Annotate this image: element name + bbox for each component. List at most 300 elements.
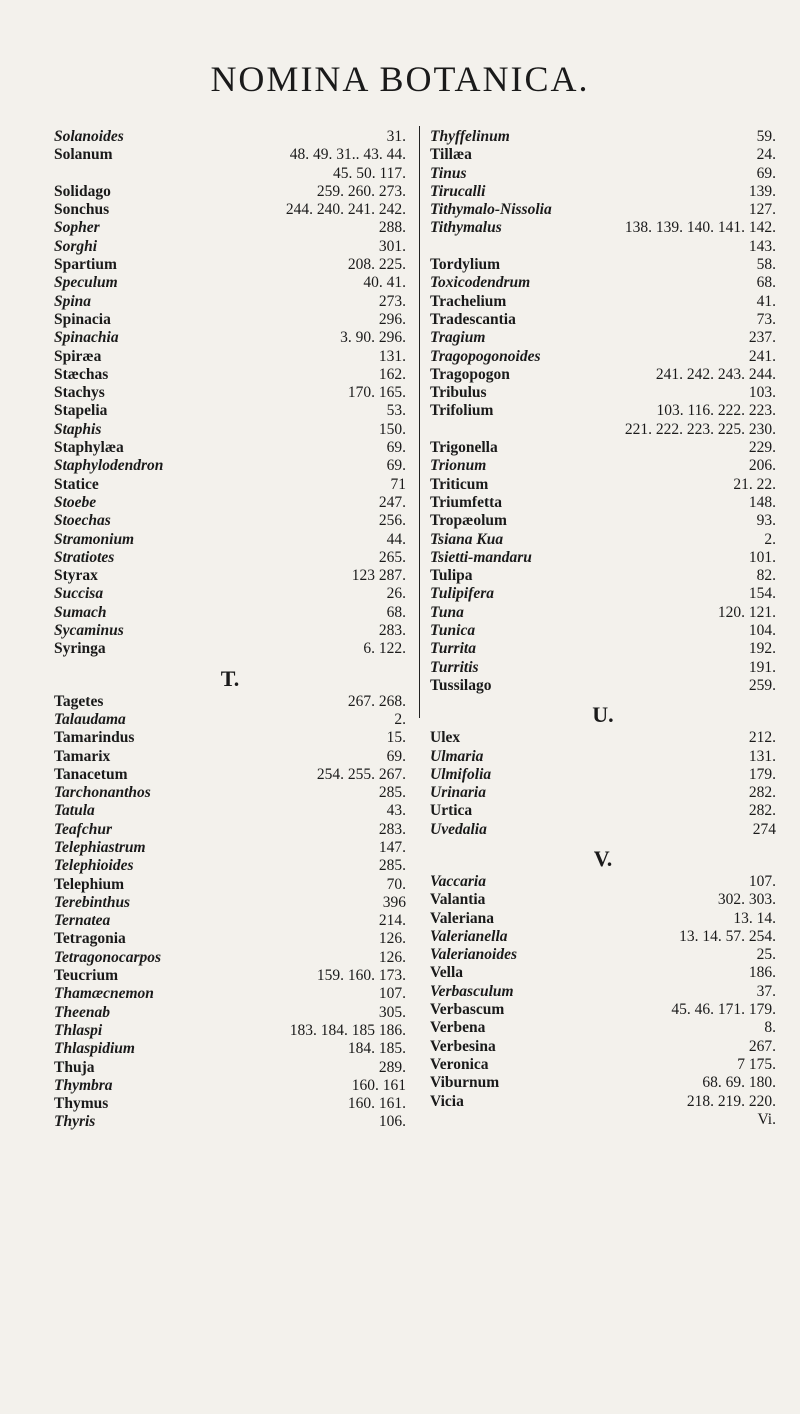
- entry-pages: 127.: [748, 201, 776, 219]
- entry-term: Tuna: [430, 603, 464, 621]
- index-entry: [430, 1074, 776, 1092]
- index-entry: [54, 985, 406, 1003]
- entry-pages: 288.: [378, 219, 406, 237]
- index-entry: [54, 930, 406, 948]
- entry-term: Valantia: [430, 891, 486, 909]
- entry-term: Syringa: [54, 640, 106, 658]
- entry-pages: 265.: [378, 548, 406, 566]
- entry-pages: 170. 165.: [347, 384, 406, 402]
- entry-term: Uvedalia: [430, 820, 487, 838]
- entry-pages: 104.: [748, 622, 776, 640]
- index-entry: [54, 857, 406, 875]
- index-entry: [54, 512, 406, 530]
- index-entry: [430, 165, 776, 183]
- entry-pages: 6. 122.: [363, 640, 406, 658]
- entry-term: Vella: [430, 964, 464, 982]
- entry-pages: 44.: [386, 530, 406, 548]
- entry-pages: 31.: [386, 128, 406, 145]
- index-entry: [430, 457, 776, 475]
- entry-term: Sonchus: [54, 201, 110, 219]
- entry-term: Solanoides: [54, 128, 124, 145]
- entry-term: Tsiana Kua: [430, 530, 504, 548]
- index-entry: [54, 128, 406, 146]
- index-entry: [430, 384, 776, 402]
- entry-term: Ulex: [430, 729, 461, 747]
- entry-term: Talaudama: [54, 710, 126, 728]
- index-entry: [54, 293, 406, 311]
- entry-term: Ulmifolia: [430, 765, 492, 783]
- entry-pages: 70.: [386, 875, 406, 893]
- entry-term: Stramonium: [54, 530, 135, 548]
- entry-term: Spiræa: [54, 347, 102, 365]
- entry-pages: 160. 161.: [347, 1095, 406, 1113]
- entry-term: Teucrium: [54, 967, 119, 985]
- entry-pages: 107.: [378, 985, 406, 1003]
- entry-pages: 138. 139. 140. 141. 142.: [624, 219, 776, 237]
- index-entry: [54, 784, 406, 802]
- entry-pages: 71: [390, 475, 406, 493]
- entry-pages: 147.: [378, 838, 406, 856]
- entry-term: Trigonella: [430, 439, 498, 457]
- entry-pages: 143.: [748, 237, 776, 255]
- entry-term: Tsietti-mandaru: [430, 548, 532, 566]
- entry-term: Verbena: [430, 1019, 486, 1037]
- entry-term: Trifolium: [430, 402, 494, 420]
- entry-term: Thymbra: [54, 1076, 113, 1094]
- index-entry: [54, 1095, 406, 1113]
- index-entry: [430, 748, 776, 766]
- index-entry: [54, 274, 406, 292]
- entry-term: Turritis: [430, 658, 479, 676]
- index-entry: [54, 1040, 406, 1058]
- index-entry: [54, 766, 406, 784]
- index-entry: [54, 348, 406, 366]
- entry-pages: 82.: [756, 567, 776, 585]
- entry-term: Triticum: [430, 475, 489, 493]
- entry-term: Viburnum: [430, 1074, 500, 1092]
- index-entry: [54, 967, 406, 985]
- entry-term: Staphylæa: [54, 439, 124, 457]
- entry-term: Stachys: [54, 384, 105, 402]
- entry-term: Telephioides: [54, 857, 134, 875]
- entry-term: Spinacia: [54, 310, 111, 328]
- column-divider: [419, 126, 420, 718]
- index-entry: [430, 891, 776, 909]
- entry-term: Tetragonia: [54, 930, 126, 948]
- index-entry: [430, 219, 776, 237]
- entry-term: Statice: [54, 475, 99, 493]
- entry-pages: 59.: [756, 128, 776, 145]
- index-entry-continuation: [430, 421, 776, 439]
- entry-pages: 208. 225.: [347, 256, 406, 274]
- index-entry: [430, 604, 776, 622]
- index-entry: [430, 821, 776, 839]
- index-entry: [430, 946, 776, 964]
- index-entry-continuation: [430, 1111, 776, 1129]
- index-entry: [430, 928, 776, 946]
- index-entry: [430, 784, 776, 802]
- entry-pages: 26.: [386, 585, 406, 603]
- entry-term: Turrita: [430, 640, 476, 658]
- entry-pages: 259. 260. 273.: [316, 182, 406, 200]
- entry-pages: 241. 242. 243. 244.: [655, 365, 776, 383]
- entry-term: Speculum: [54, 274, 118, 292]
- entry-pages: 259.: [748, 676, 776, 694]
- entry-pages: 8.: [764, 1019, 776, 1037]
- entry-pages: 107.: [748, 872, 776, 890]
- entry-pages: 69.: [756, 164, 776, 182]
- entry-term: Tropæolum: [430, 512, 507, 530]
- index-entry: [430, 802, 776, 820]
- entry-pages: 267.: [748, 1037, 776, 1055]
- index-entry: [54, 421, 406, 439]
- index-entry: [54, 146, 406, 164]
- entry-term: Telephium: [54, 875, 125, 893]
- index-entry: [54, 256, 406, 274]
- index-entry: [430, 1019, 776, 1037]
- entry-pages: 221. 222. 223. 225. 230.: [624, 420, 776, 438]
- index-entry: [430, 1093, 776, 1111]
- entry-pages: 25.: [756, 946, 776, 964]
- entry-term: Tillæa: [430, 146, 472, 164]
- entry-pages: 93.: [756, 512, 776, 530]
- entry-term: Tulipa: [430, 567, 473, 585]
- entry-term: Stæchas: [54, 365, 109, 383]
- index-entry: [54, 604, 406, 622]
- entry-term: Sycaminus: [54, 622, 124, 640]
- index-entry: [430, 512, 776, 530]
- index-entry: [54, 729, 406, 747]
- entry-term: Urinaria: [430, 784, 486, 802]
- entry-term: Thyffelinum: [430, 128, 510, 145]
- entry-pages: 126.: [378, 948, 406, 966]
- entry-term: Solanum: [54, 146, 113, 164]
- index-entry: [54, 748, 406, 766]
- entry-pages: 183. 184. 185 186.: [289, 1021, 406, 1039]
- entry-pages: 13. 14. 57. 254.: [679, 927, 776, 945]
- entry-pages: 396: [382, 893, 406, 911]
- entry-pages: 69.: [386, 747, 406, 765]
- entry-pages: 179.: [748, 765, 776, 783]
- entry-term: Stoebe: [54, 493, 97, 511]
- entry-pages: 131.: [748, 747, 776, 765]
- entry-pages: 2.: [764, 530, 776, 548]
- section-letter: V.: [593, 845, 613, 871]
- entry-pages: 101.: [748, 548, 776, 566]
- entry-term: Tamarix: [54, 747, 111, 765]
- index-entry: [430, 766, 776, 784]
- entry-term: Terebinthus: [54, 893, 131, 911]
- entry-pages: 21. 22.: [733, 475, 776, 493]
- entry-term: Styrax: [54, 567, 98, 585]
- entry-pages: 103. 116. 222. 223.: [656, 402, 776, 420]
- entry-pages: 13. 14.: [733, 909, 776, 927]
- entry-term: Staphylodendron: [54, 457, 164, 475]
- entry-term: Tirucalli: [430, 182, 486, 200]
- entry-pages: 43.: [386, 802, 406, 820]
- entry-pages: 241.: [748, 347, 776, 365]
- index-entry: [430, 439, 776, 457]
- index-entry: [430, 1038, 776, 1056]
- entry-term: Tragopogon: [430, 365, 510, 383]
- entry-pages: 40. 41.: [363, 274, 406, 292]
- index-entry: [430, 476, 776, 494]
- index-entry: [54, 1022, 406, 1040]
- entry-pages: 247.: [378, 493, 406, 511]
- entry-pages: 206.: [748, 457, 776, 475]
- index-entry: [54, 402, 406, 420]
- entry-term: Trachelium: [430, 292, 507, 310]
- entry-pages: 283.: [378, 622, 406, 640]
- entry-pages: 237.: [748, 329, 776, 347]
- index-entry: [54, 1059, 406, 1077]
- entry-term: Tithymalo-Nissolia: [430, 201, 552, 219]
- entry-pages: 126.: [378, 930, 406, 948]
- entry-term: Sopher: [54, 219, 100, 237]
- index-entry: [430, 402, 776, 420]
- index-entry: [430, 964, 776, 982]
- index-entry: [54, 693, 406, 711]
- index-entry: [54, 876, 406, 894]
- index-entry: [54, 311, 406, 329]
- entry-term: Thuja: [54, 1058, 95, 1076]
- entry-pages: 301.: [378, 237, 406, 255]
- entry-pages: 302. 303.: [717, 891, 776, 909]
- index-entry: [54, 1004, 406, 1022]
- entry-term: Tragium: [430, 329, 486, 347]
- entry-pages: 154.: [748, 585, 776, 603]
- entry-pages: 289.: [378, 1058, 406, 1076]
- entry-term: Valeriana: [430, 909, 495, 927]
- entry-term: Ulmaria: [430, 747, 484, 765]
- index-entry: [430, 256, 776, 274]
- entry-term: Thyris: [54, 1113, 96, 1131]
- entry-term: Thymus: [54, 1095, 109, 1113]
- index-entry: [430, 567, 776, 585]
- index-entry: [430, 183, 776, 201]
- index-entry: [54, 531, 406, 549]
- index-entry: [430, 274, 776, 292]
- entry-pages: 150.: [378, 420, 406, 438]
- entry-term: Verbascum: [430, 1001, 505, 1019]
- entry-pages: 45. 46. 171. 179.: [671, 1001, 776, 1019]
- entry-pages: 229.: [748, 439, 776, 457]
- entry-term: Theenab: [54, 1003, 110, 1021]
- entry-pages: 131.: [378, 347, 406, 365]
- index-entry: [54, 201, 406, 219]
- entry-pages: 274: [752, 820, 776, 838]
- entry-pages: 256.: [378, 512, 406, 530]
- entry-pages: 285.: [378, 784, 406, 802]
- entry-term: Stratiotes: [54, 548, 115, 566]
- index-entry: [430, 1056, 776, 1074]
- index-entry: [430, 910, 776, 928]
- entry-pages: 191.: [748, 658, 776, 676]
- entry-pages: 160. 161: [351, 1076, 406, 1094]
- index-entry-continuation: [54, 165, 406, 183]
- index-entry: [430, 729, 776, 747]
- entry-term: Tulipifera: [430, 585, 495, 603]
- entry-term: Solidago: [54, 182, 111, 200]
- entry-term: Tinus: [430, 164, 467, 182]
- entry-term: Trionum: [430, 457, 487, 475]
- page-title: NOMINA BOTANICA.: [210, 59, 590, 99]
- entry-pages: 282.: [748, 802, 776, 820]
- entry-pages: 296.: [378, 310, 406, 328]
- right-index-column: [430, 128, 776, 1129]
- entry-term: Valerianoides: [430, 946, 517, 964]
- entry-term: Toxicodendrum: [430, 274, 531, 292]
- index-entry: [430, 128, 776, 146]
- entry-term: Tithymalus: [430, 219, 502, 237]
- index-entry: [430, 1001, 776, 1019]
- index-entry: [430, 494, 776, 512]
- entry-term: Verbesina: [430, 1037, 496, 1055]
- section-letter: U.: [592, 702, 614, 728]
- index-entry: [54, 384, 406, 402]
- left-index-column: [54, 128, 406, 1132]
- entry-term: Thamæcnemon: [54, 985, 154, 1003]
- index-entry: [54, 238, 406, 256]
- entry-pages: 285.: [378, 857, 406, 875]
- entry-term: Stoechas: [54, 512, 111, 530]
- entry-pages: 282.: [748, 784, 776, 802]
- index-entry: [430, 659, 776, 677]
- entry-pages: 45. 50. 117.: [332, 164, 406, 182]
- entry-term: Sorghi: [54, 237, 98, 255]
- index-entry: [54, 219, 406, 237]
- entry-term: Tetragonocarpos: [54, 948, 162, 966]
- entry-term: Tribulus: [430, 384, 487, 402]
- entry-pages: 2.: [394, 710, 406, 728]
- index-entry: [54, 439, 406, 457]
- entry-term: Spina: [54, 292, 92, 310]
- entry-pages: 106.: [378, 1113, 406, 1131]
- entry-term: Valerianella: [430, 927, 508, 945]
- entry-pages: 212.: [748, 729, 776, 747]
- entry-term: Tordylium: [430, 256, 501, 274]
- index-entry: [54, 821, 406, 839]
- index-entry: [430, 585, 776, 603]
- entry-pages: 69.: [386, 439, 406, 457]
- entry-term: Telephiastrum: [54, 838, 146, 856]
- entry-pages: 192.: [748, 640, 776, 658]
- entry-pages: 139.: [748, 182, 776, 200]
- entry-term: Vaccaria: [430, 872, 486, 890]
- entry-pages: 123 287.: [351, 567, 406, 585]
- entry-pages: 68.: [756, 274, 776, 292]
- index-entry: [430, 311, 776, 329]
- entry-term: Teafchur: [54, 820, 112, 838]
- entry-pages: 7 175.: [737, 1055, 776, 1073]
- index-entry: [430, 293, 776, 311]
- index-entry-continuation: [430, 238, 776, 256]
- entry-pages: 48. 49. 31.. 43. 44.: [289, 146, 406, 164]
- entry-pages: 273.: [378, 292, 406, 310]
- entry-pages: Vi.: [757, 1110, 776, 1128]
- entry-term: Staphis: [54, 420, 102, 438]
- index-entry: [430, 531, 776, 549]
- index-entry: [54, 457, 406, 475]
- index-entry: [430, 329, 776, 347]
- entry-pages: 15.: [386, 729, 406, 747]
- entry-term: Tatula: [54, 802, 95, 820]
- index-entry: [430, 873, 776, 891]
- entry-pages: 53.: [386, 402, 406, 420]
- index-entry: [54, 366, 406, 384]
- index-entry: [54, 949, 406, 967]
- entry-term: Veronica: [430, 1055, 489, 1073]
- entry-term: Spartium: [54, 256, 117, 274]
- entry-pages: 120. 121.: [717, 603, 776, 621]
- entry-term: Triumfetta: [430, 493, 503, 511]
- entry-term: Vicia: [430, 1092, 464, 1110]
- entry-term: Tanacetum: [54, 765, 128, 783]
- entry-pages: 24.: [756, 146, 776, 164]
- entry-pages: 148.: [748, 493, 776, 511]
- index-entry: [54, 494, 406, 512]
- entry-pages: 69.: [386, 457, 406, 475]
- entry-pages: 3. 90. 296.: [340, 329, 406, 347]
- index-entry: [54, 549, 406, 567]
- entry-term: Tussilago: [430, 676, 492, 694]
- entry-pages: 37.: [756, 982, 776, 1000]
- index-entry: [54, 802, 406, 820]
- index-entry: [430, 146, 776, 164]
- entry-pages: 73.: [756, 310, 776, 328]
- entry-term: Tamarindus: [54, 729, 135, 747]
- index-entry: [430, 983, 776, 1001]
- entry-term: Tagetes: [54, 692, 104, 710]
- entry-pages: 68.: [386, 603, 406, 621]
- index-entry: [54, 183, 406, 201]
- index-entry: [430, 622, 776, 640]
- entry-pages: 159. 160. 173.: [316, 967, 406, 985]
- entry-pages: 283.: [378, 820, 406, 838]
- index-entry: [54, 585, 406, 603]
- entry-pages: 68. 69. 180.: [702, 1074, 776, 1092]
- entry-term: Tunica: [430, 622, 476, 640]
- entry-pages: 254. 255. 267.: [316, 765, 406, 783]
- entry-term: Succisa: [54, 585, 104, 603]
- index-entry: [430, 549, 776, 567]
- entry-pages: 162.: [378, 365, 406, 383]
- index-entry: [54, 567, 406, 585]
- entry-term: Stapelia: [54, 402, 108, 420]
- index-entry: [54, 894, 406, 912]
- entry-pages: 214.: [378, 912, 406, 930]
- section-letter: T.: [220, 665, 240, 691]
- entry-term: Tradescantia: [430, 310, 516, 328]
- entry-pages: 267. 268.: [347, 692, 406, 710]
- index-entry: [430, 201, 776, 219]
- entry-term: Urtica: [430, 802, 473, 820]
- entry-pages: 305.: [378, 1003, 406, 1021]
- entry-pages: 184. 185.: [347, 1040, 406, 1058]
- index-entry: [54, 912, 406, 930]
- index-entry: [54, 622, 406, 640]
- index-entry: [54, 1113, 406, 1131]
- index-entry: [430, 366, 776, 384]
- entry-pages: 103.: [748, 384, 776, 402]
- entry-term: Verbasculum: [430, 982, 514, 1000]
- entry-term: Thlaspidium: [54, 1040, 135, 1058]
- index-entry: [54, 1077, 406, 1095]
- entry-term: Ternatea: [54, 912, 111, 930]
- entry-pages: 186.: [748, 964, 776, 982]
- entry-pages: 218. 219. 220.: [686, 1092, 776, 1110]
- index-entry: [54, 640, 406, 658]
